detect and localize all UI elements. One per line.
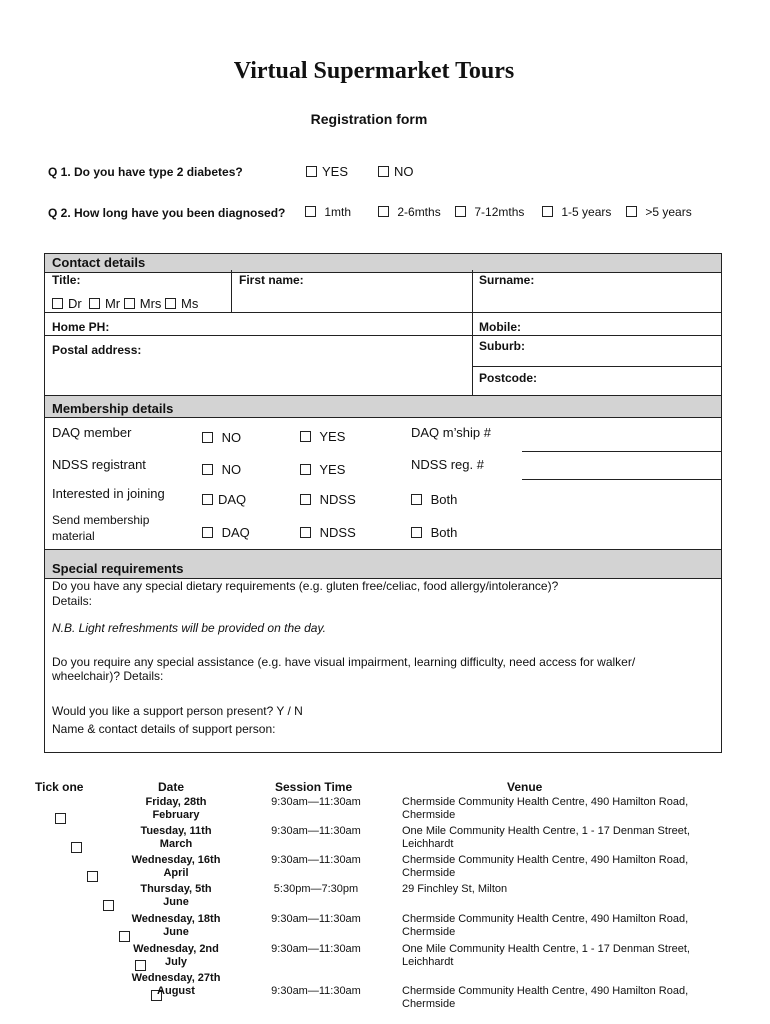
page-title: Virtual Supermarket Tours xyxy=(233,58,515,84)
send-material-label-2: material xyxy=(52,529,95,543)
checkbox[interactable] xyxy=(626,206,637,217)
first-name-field[interactable]: First name: xyxy=(239,273,304,287)
session-venue: Chermside Community Health Centre, 490 Hamilton Road, Chermside xyxy=(402,985,689,1010)
session-venue: One Mile Community Health Centre, 1 - 17 Denman Street, Leichhardt xyxy=(402,943,690,968)
q2-option-5plus-years[interactable]: >5 years xyxy=(626,205,692,219)
send-ndss[interactable]: NDSS xyxy=(300,525,356,540)
ndss-registrant-yes[interactable]: YES xyxy=(300,462,345,477)
session-tick-checkbox[interactable] xyxy=(103,900,114,911)
assistance-question-1: Do you require any special assistance (e.g. have visual impairment, learning difficulty, need access for walker/ xyxy=(52,655,636,669)
dietary-question: Do you have any special dietary requirements (e.g. gluten free/celiac, food allergy/intolerance)? xyxy=(52,579,559,593)
checkbox[interactable] xyxy=(305,206,316,217)
interested-both[interactable]: Both xyxy=(411,492,457,507)
daq-ship-label: DAQ m’ship # xyxy=(411,425,491,440)
checkbox[interactable] xyxy=(52,298,63,309)
checkbox[interactable] xyxy=(300,494,311,505)
contact-details-heading: Contact details xyxy=(45,254,721,273)
contact-details-section xyxy=(44,253,722,396)
q2-option-2-6mths[interactable]: 2-6mths xyxy=(378,205,441,219)
mobile-field[interactable]: Mobile: xyxy=(479,320,521,334)
suburb-field[interactable]: Suburb: xyxy=(479,339,525,353)
ndss-reg-label: NDSS reg. # xyxy=(411,457,484,472)
session-time: 9:30am—11:30am xyxy=(271,913,361,925)
interested-label: Interested in joining xyxy=(52,486,165,501)
session-date: Wednesday, 18th June xyxy=(131,913,221,938)
checkbox[interactable] xyxy=(89,298,100,309)
session-tick-checkbox[interactable] xyxy=(87,871,98,882)
checkbox[interactable] xyxy=(378,166,389,177)
dietary-details[interactable]: Details: xyxy=(52,594,93,608)
checkbox[interactable] xyxy=(165,298,176,309)
session-venue: One Mile Community Health Centre, 1 - 17 Denman Street, Leichhardt xyxy=(402,825,690,850)
venue-header: Venue xyxy=(507,780,543,794)
title-label: Title: xyxy=(52,273,81,287)
q2-option-1mth[interactable]: 1mth xyxy=(305,205,351,219)
assistance-question-2[interactable]: wheelchair)? Details: xyxy=(52,669,164,683)
session-time: 9:30am—11:30am xyxy=(271,825,361,837)
checkbox[interactable] xyxy=(300,431,311,442)
session-venue: Chermside Community Health Centre, 490 Hamilton Road, Chermside xyxy=(402,854,689,879)
session-time: 9:30am—11:30am xyxy=(271,854,361,866)
ndss-registrant-label: NDSS registrant xyxy=(52,457,146,472)
session-time: 5:30pm—7:30pm xyxy=(273,883,359,895)
checkbox[interactable] xyxy=(306,166,317,177)
daq-member-no[interactable]: NO xyxy=(202,430,241,445)
checkbox[interactable] xyxy=(202,432,213,443)
checkbox[interactable] xyxy=(411,494,422,505)
q2-label: Q 2. How long have you been diagnosed? xyxy=(48,206,286,220)
session-date: Wednesday, 2nd July xyxy=(133,943,219,968)
session-date: Wednesday, 16th April xyxy=(131,854,221,879)
checkbox[interactable] xyxy=(202,527,213,538)
home-ph-field[interactable]: Home PH: xyxy=(52,320,110,334)
session-time: 9:30am—11:30am xyxy=(271,943,361,955)
ndss-reg-input[interactable] xyxy=(522,479,722,480)
session-time-header: Session Time xyxy=(275,780,353,794)
special-requirements-heading: Special requirements xyxy=(45,550,721,579)
daq-member-label: DAQ member xyxy=(52,425,132,440)
form-subtitle: Registration form xyxy=(310,111,428,127)
daq-ship-input[interactable] xyxy=(522,451,722,452)
checkbox[interactable] xyxy=(300,527,311,538)
ndss-registrant-no[interactable]: NO xyxy=(202,462,241,477)
q1-label: Q 1. Do you have type 2 diabetes? xyxy=(48,165,243,179)
checkbox[interactable] xyxy=(202,464,213,475)
send-material-label-1: Send membership xyxy=(52,513,150,527)
title-options[interactable]: Dr Mr Mrs Ms xyxy=(52,296,198,311)
refreshments-note: N.B. Light refreshments will be provided on the day. xyxy=(52,621,326,635)
session-venue: 29 Finchley St, Milton xyxy=(402,883,508,895)
q2-option-1-5years[interactable]: 1-5 years xyxy=(542,205,611,219)
daq-member-yes[interactable]: YES xyxy=(300,429,345,444)
checkbox[interactable] xyxy=(378,206,389,217)
membership-heading: Membership details xyxy=(45,396,721,418)
session-tick-checkbox[interactable] xyxy=(55,813,66,824)
postcode-field[interactable]: Postcode: xyxy=(479,371,538,385)
tick-one-header: Tick one xyxy=(35,780,84,794)
checkbox[interactable] xyxy=(300,464,311,475)
checkbox[interactable] xyxy=(542,206,553,217)
postal-address-field[interactable]: Postal address: xyxy=(52,343,142,357)
checkbox[interactable] xyxy=(455,206,466,217)
checkbox[interactable] xyxy=(411,527,422,538)
q2-option-7-12mths[interactable]: 7-12mths xyxy=(455,205,524,219)
session-tick-checkbox[interactable] xyxy=(71,842,82,853)
session-time: 9:30am—11:30am xyxy=(271,985,361,997)
interested-ndss[interactable]: NDSS xyxy=(300,492,356,507)
session-venue: Chermside Community Health Centre, 490 Hamilton Road, Chermside xyxy=(402,796,689,821)
checkbox[interactable] xyxy=(202,494,213,505)
date-header: Date xyxy=(158,780,185,794)
session-time: 9:30am—11:30am xyxy=(271,796,361,808)
session-date: Wednesday, 27th August xyxy=(131,972,221,997)
q1-no-option[interactable]: NO xyxy=(378,164,414,179)
session-date: Tuesday, 11th March xyxy=(140,825,212,850)
session-date: Thursday, 5th June xyxy=(140,883,212,908)
surname-field[interactable]: Surname: xyxy=(479,273,535,287)
session-venue: Chermside Community Health Centre, 490 Hamilton Road, Chermside xyxy=(402,913,689,938)
support-person-details[interactable]: Name & contact details of support person: xyxy=(52,722,276,736)
interested-daq[interactable]: DAQ xyxy=(202,492,246,507)
checkbox[interactable] xyxy=(124,298,135,309)
send-both[interactable]: Both xyxy=(411,525,457,540)
send-daq[interactable]: DAQ xyxy=(202,525,250,540)
session-date: Friday, 28th February xyxy=(145,796,207,821)
q1-yes-option[interactable]: YES xyxy=(306,164,348,179)
support-person-question[interactable]: Would you like a support person present? Y / N xyxy=(52,704,303,718)
